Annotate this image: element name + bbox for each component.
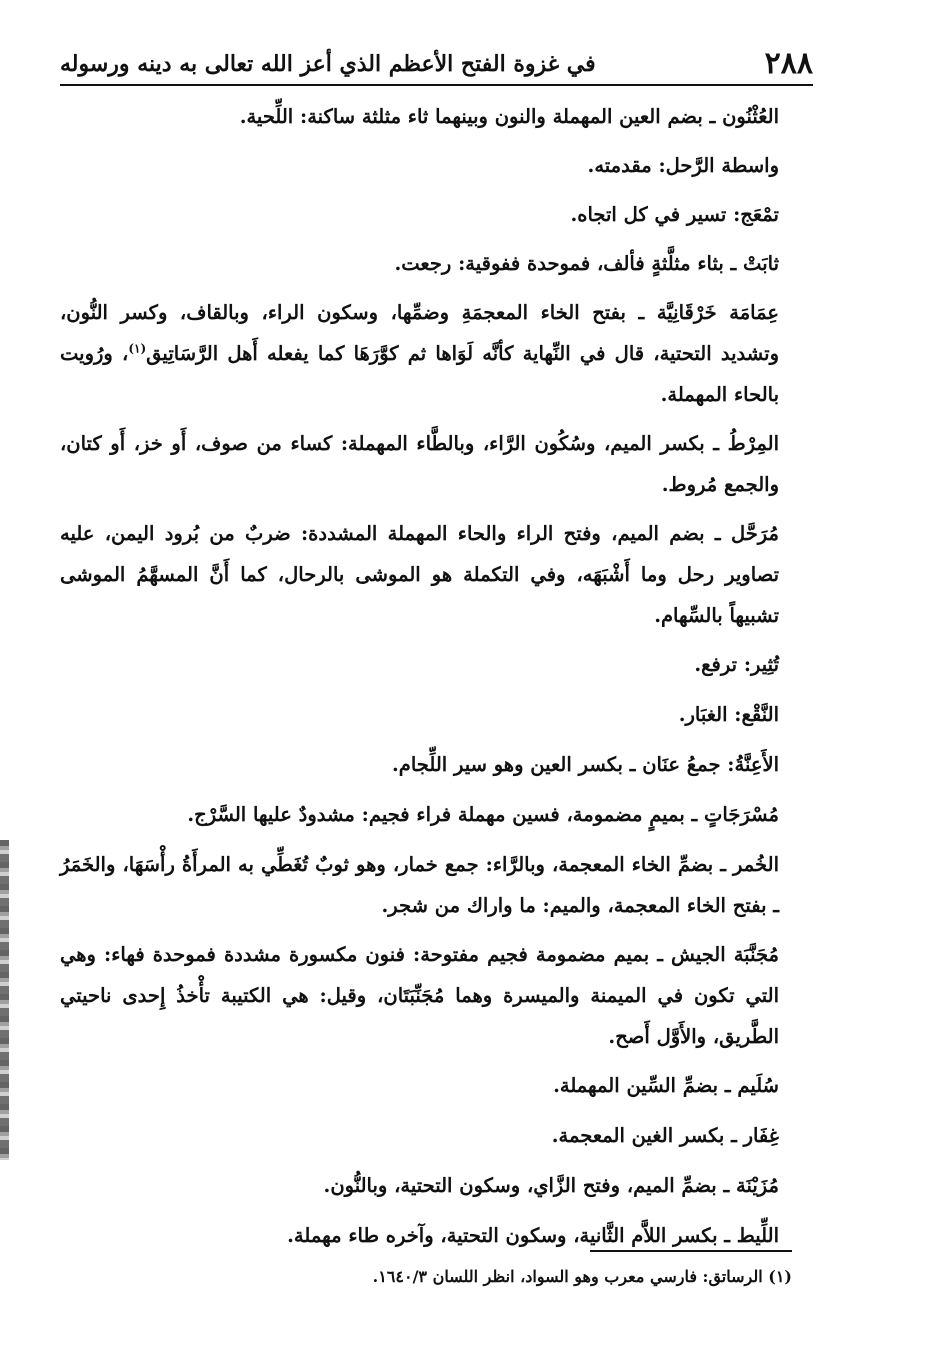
glossary-entry: ثابَتْ ـ بثاء مثلَّثةٍ فألف، فموحدة ففوقية: رجعت. (394, 252, 779, 275)
scan-edge-artifact (0, 840, 9, 1160)
main-text (60, 96, 813, 1265)
entry-text: ، ورُويت بالحاء المهملة. (60, 342, 779, 406)
glossary-entry: الخُمر ـ بضمِّ الخاء المعجمة، وبالرَّاء: جمع خمار، وهو ثوبٌ تُغَطِّي به المرأَةُ رأْسَهَا، والخَمَرُ ـ بفتح الخاء المعجمة، والميم: ما واراك من شجر. (60, 853, 779, 917)
glossary-entry: سُلَيم ـ بضمِّ السِّين المهملة. (553, 1074, 779, 1097)
running-title: في غزوة الفتح الأعظم الذي أعز الله تعالى به دينه ورسوله (60, 51, 596, 77)
footnote: (١) الرساتق: فارسي معرب وهو السواد، انظر اللسان ١٦٤٠/٣. (372, 1267, 792, 1286)
glossary-entry: مُسْرَجَاتٍ ـ بميمٍ مضمومة، فسين مهملة فراء فجيم: مشدودٌ عليها السَّرْج. (187, 803, 779, 826)
page-number: ٢٨٨ (764, 46, 813, 81)
glossary-entry: مُرَحَّل ـ بضم الميم، وفتح الراء والحاء المهملة المشددة: ضربٌ من بُرود اليمن، عليه تصاوير رحل وما أَشْبَهَه، وفي التكملة هو الموشى بالرحال، كما أَنَّ المسهَّمُ الموشى تشبيهاً بالسِّهام. (60, 522, 779, 627)
glossary-entry: مُزَيْنَة ـ بضمِّ الميم، وفتح الزَّاي، وسكون التحتية، وبالنُّون. (323, 1174, 779, 1197)
entry-text: عِمَامَة خَرْقَانِيَّة ـ بفتح الخاء المعجمَةِ وضمِّها، وسكون الراء، وبالقاف، وكسر النُّون، وتشديد التحتية، قال في النِّهاية كأنَّه لَوَاها ثم كوَّرَهَا كما يفعله أَهل الرَّسَاتِيق (60, 301, 779, 365)
glossary-entry: العُثْنُون ـ بضم العين المهملة والنون وبينهما ثاء مثلثة ساكنة: اللِّحية. (239, 105, 779, 128)
glossary-entry: اللِّيط ـ بكسر اللاَّم الثَّانية، وسكون التحتية، وآخره طاء مهملة. (287, 1224, 779, 1247)
glossary-entry: مُجَنَّبَة الجيش ـ بميم مضمومة فجيم مفتوحة: فنون مكسورة مشددة فموحدة فهاء: وهي التي تكون في الميمنة والميسرة وهما مُجَنِّبَتَان، وقيل: هي الكتيبة تأْخذُ إِحدى ناحيتي الطَّريق، والأَوَّل أَصح. (60, 943, 779, 1048)
header-rule (60, 84, 813, 86)
glossary-entry: تمْعَج: تسير في كل اتجاه. (570, 203, 779, 226)
glossary-entry: النَّقْع: الغبَار. (678, 703, 779, 726)
glossary-entry: المِرْطُ ـ بكسر الميم، وسُكُون الرَّاء، وبالطَّاء المهملة: كساء من صوف، أَو خز، أَو كتان، والجمع مُروط. (60, 432, 779, 496)
page-header (60, 40, 813, 84)
footnote-rule (590, 1250, 792, 1252)
glossary-entry: غِفَار ـ بكسر الغين المعجمة. (551, 1124, 779, 1147)
footnote-reference[interactable]: (١) (128, 341, 147, 356)
glossary-entry: الأَعِنَّةُ: جمعُ عنَان ـ بكسر العين وهو سير اللِّجام. (391, 753, 779, 776)
glossary-entry: واسطة الرَّحل: مقدمته. (587, 154, 779, 177)
glossary-entry (60, 292, 813, 415)
glossary-entry: تُثِير: ترفع. (694, 653, 779, 676)
